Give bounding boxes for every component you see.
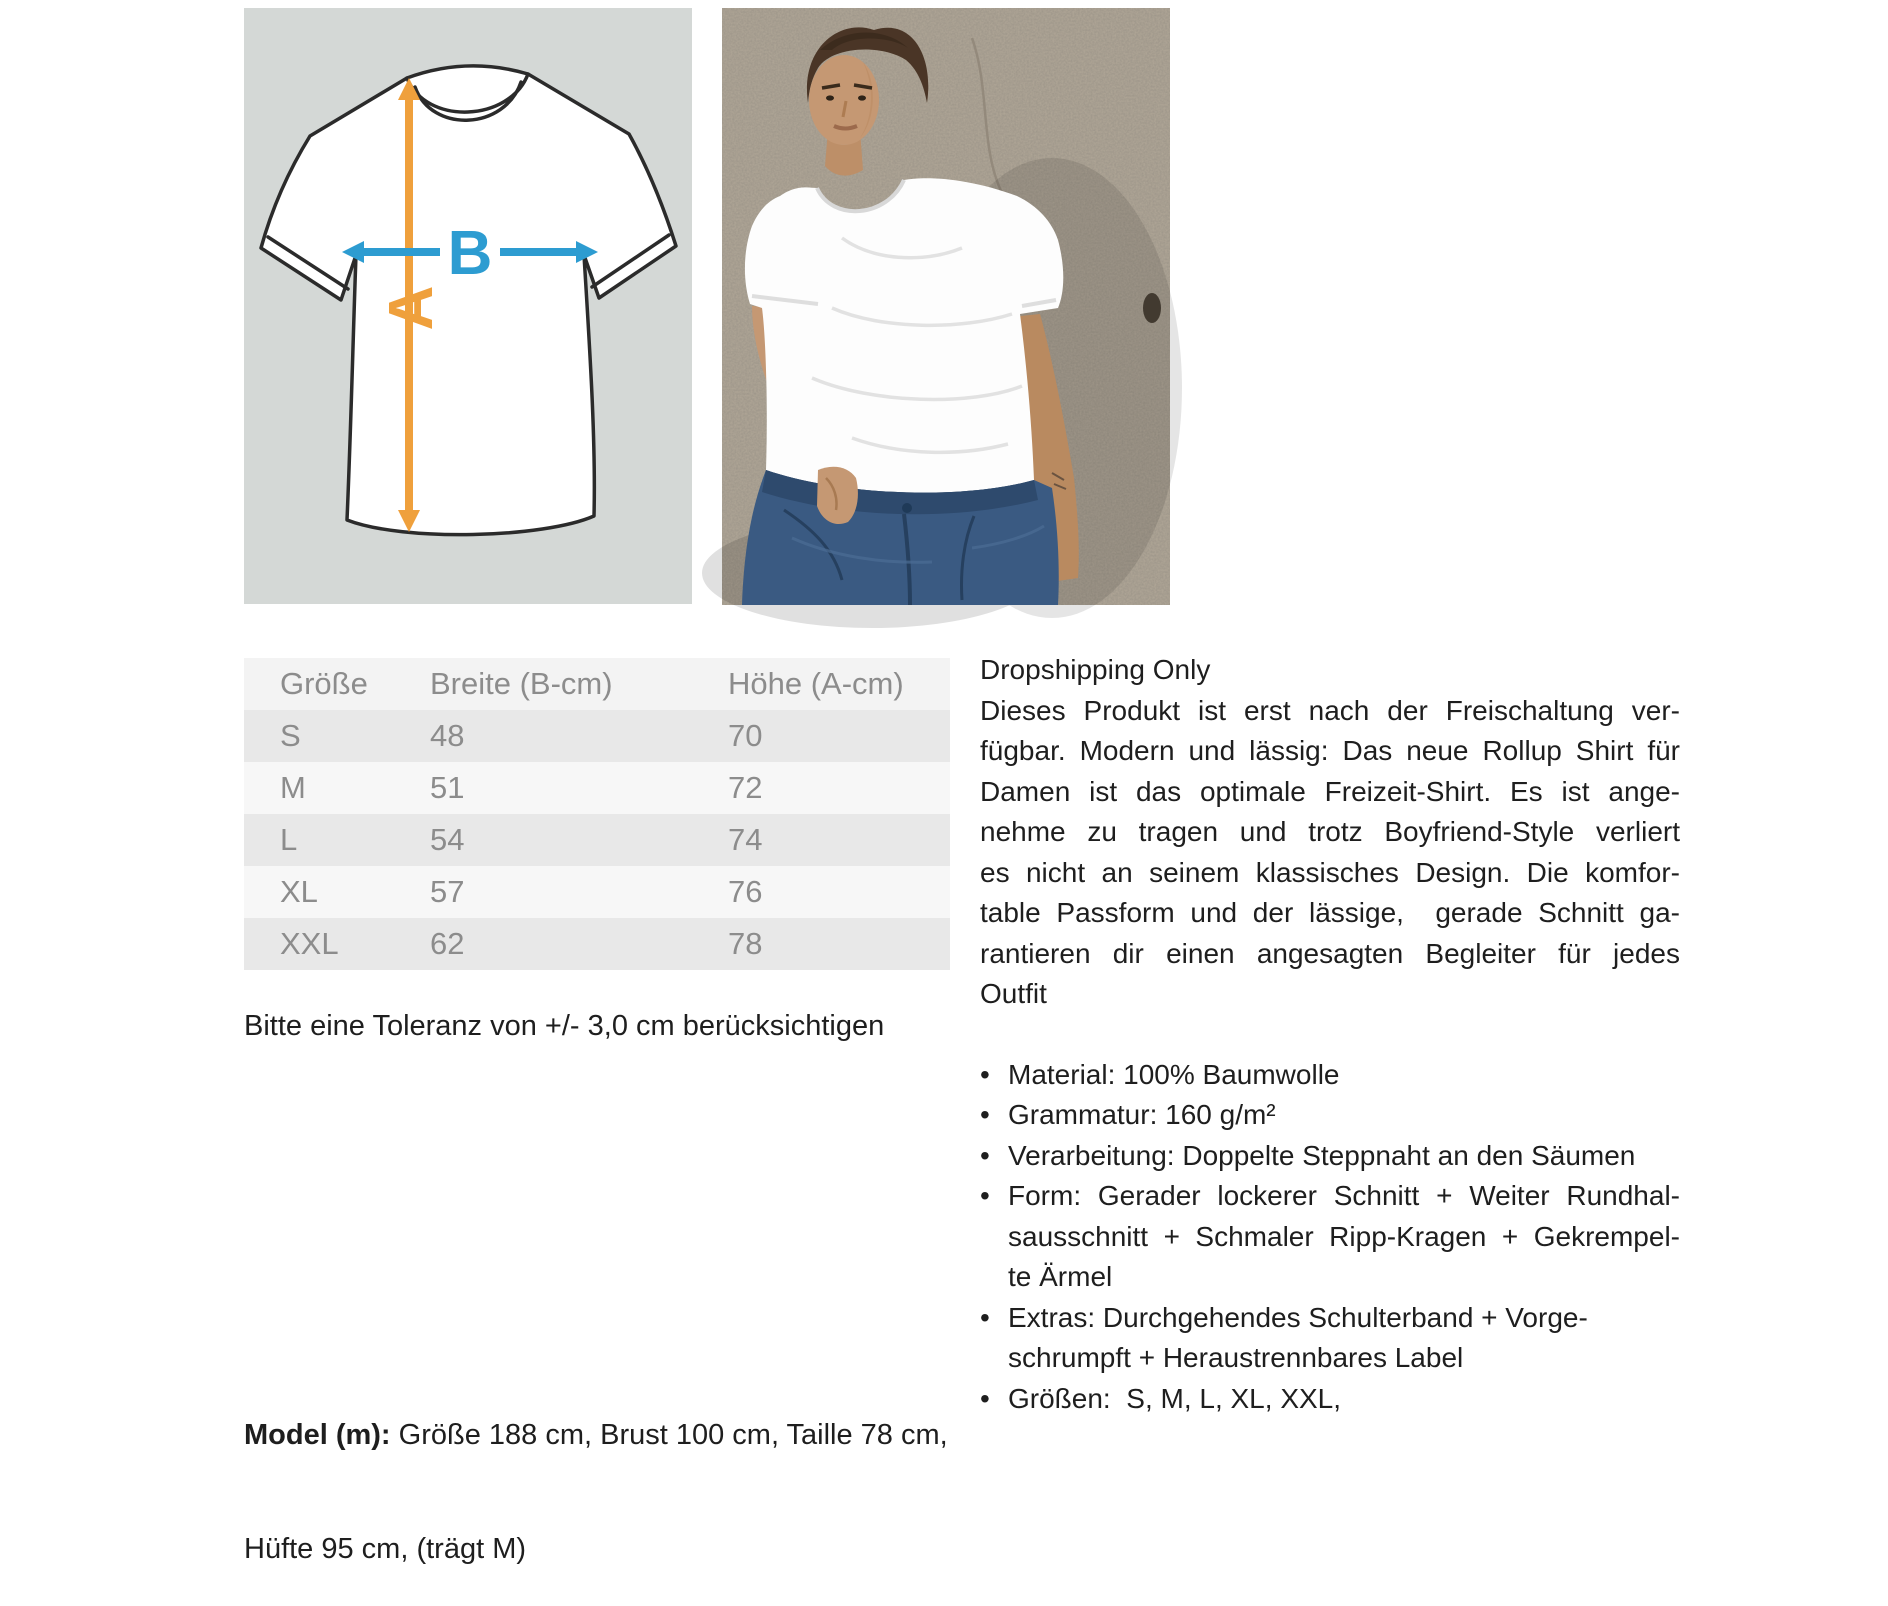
description-paragraph [980,650,1680,1015]
bullet-icon: • [980,1058,990,1090]
text-line: Material: 100% Baumwolle [1008,1058,1340,1090]
size-diagram-drawing [244,8,692,604]
text-line: table Passform und der lässige, gerade Schnitt ga- [980,897,1680,928]
size-cell: 54 [430,822,465,857]
product-photo [722,8,1170,605]
bullet-text [1008,1176,1680,1298]
face [809,55,879,145]
size-cell: M [280,770,306,805]
table-row [244,918,950,970]
bullet-item [980,1298,1680,1379]
text-line: Form: Gerader lockerer Schnitt + Weiter Rundhal- [1008,1180,1680,1211]
measure-label-a: A [377,285,446,331]
text-line: Dieses Produkt ist erst nach der Freischaltung ver- [980,694,1680,726]
model-info [244,1340,1004,1606]
size-cell: 72 [728,770,763,805]
size-cell: S [280,718,301,753]
bullet-item [980,1055,1680,1096]
text-line: Damen ist das optimale Freizeit-Shirt. Es ist ange- [980,775,1680,807]
size-cell: 76 [728,874,763,909]
left-eye [826,95,834,100]
text-line: es nicht an seinem klassisches Design. Die komfor- [980,856,1680,888]
size-cell: 48 [430,718,465,753]
column-header-width: Breite (B-cm) [430,666,613,701]
bullet-text [1008,1055,1680,1096]
size-diagram [244,8,692,604]
bullet-item [980,1176,1680,1298]
bullet-item [980,1379,1680,1420]
model-info-measurements: Größe 188 cm, Brust 100 cm, Taille 78 cm, [390,1419,948,1451]
text-line: Verarbeitung: Doppelte Steppnaht an den Säumen [1008,1139,1636,1171]
text-line: fügbar. Modern und lässig: Das neue Rollup Shirt für [980,735,1680,766]
bullet-text [1008,1379,1680,1420]
bullet-text [1008,1095,1680,1136]
text-line: sausschnitt + Schmaler Ripp-Kragen + Gekrempel- [1008,1220,1680,1252]
size-table-body [244,710,950,970]
size-table [244,658,950,970]
product-description [980,650,1680,1419]
size-cell: 57 [430,874,465,909]
column-header-height: Höhe (A-cm) [728,666,904,701]
bullet-icon: • [980,1382,990,1414]
size-table-header [244,658,950,710]
right-eye [858,95,866,100]
model-info-label: Model (m): [244,1419,391,1451]
bullet-icon: • [980,1099,990,1130]
size-cell: L [280,822,298,857]
bullet-text [1008,1298,1680,1379]
bullet-icon: • [980,1301,990,1333]
column-header-size: Größe [280,666,368,701]
jeans-button [902,503,912,513]
white-tshirt [745,178,1063,492]
text-line: Größen: S, M, L, XL, XXL, [1008,1382,1342,1414]
text-line: nehme zu tragen und trotz Boyfriend-Style verliert [980,816,1680,847]
bullet-icon: • [980,1180,990,1211]
bullet-item [980,1136,1680,1177]
size-cell: 78 [728,926,763,961]
product-photo-drawing [722,8,1170,605]
text-line: Grammatur: 160 g/m² [1008,1099,1276,1130]
bullet-icon: • [980,1139,990,1171]
left-hand [817,467,858,524]
text-line: Extras: Durchgehendes Schulterband + Vorge- [1008,1301,1588,1333]
size-cell: XL [280,874,318,909]
description-bullet-list [980,1055,1680,1420]
text-line: Dropshipping Only [980,654,1211,685]
table-row [244,710,950,762]
text-line: te Ärmel [1008,1261,1113,1292]
tolerance-note: Bitte eine Toleranz von +/- 3,0 cm berücksichtigen [244,1010,885,1042]
size-cell: 70 [728,718,763,753]
size-cell: 51 [430,770,465,805]
measure-label-b: B [447,219,493,288]
size-cell: 74 [728,822,763,857]
table-row [244,762,950,814]
bullet-item [980,1095,1680,1136]
text-line: Outfit [980,978,1047,1009]
bullet-text [1008,1136,1680,1177]
table-row [244,866,950,918]
size-cell: 62 [430,926,465,961]
text-line: schrumpft + Heraustrennbares Label [1008,1342,1464,1373]
text-line: rantieren dir einen angesagten Begleiter für jedes [980,937,1680,969]
table-row [244,814,950,866]
model-info-line1 [244,1416,1004,1454]
model-info-line2: Hüfte 95 cm, (trägt M) [244,1533,527,1565]
size-cell: XXL [280,926,339,961]
